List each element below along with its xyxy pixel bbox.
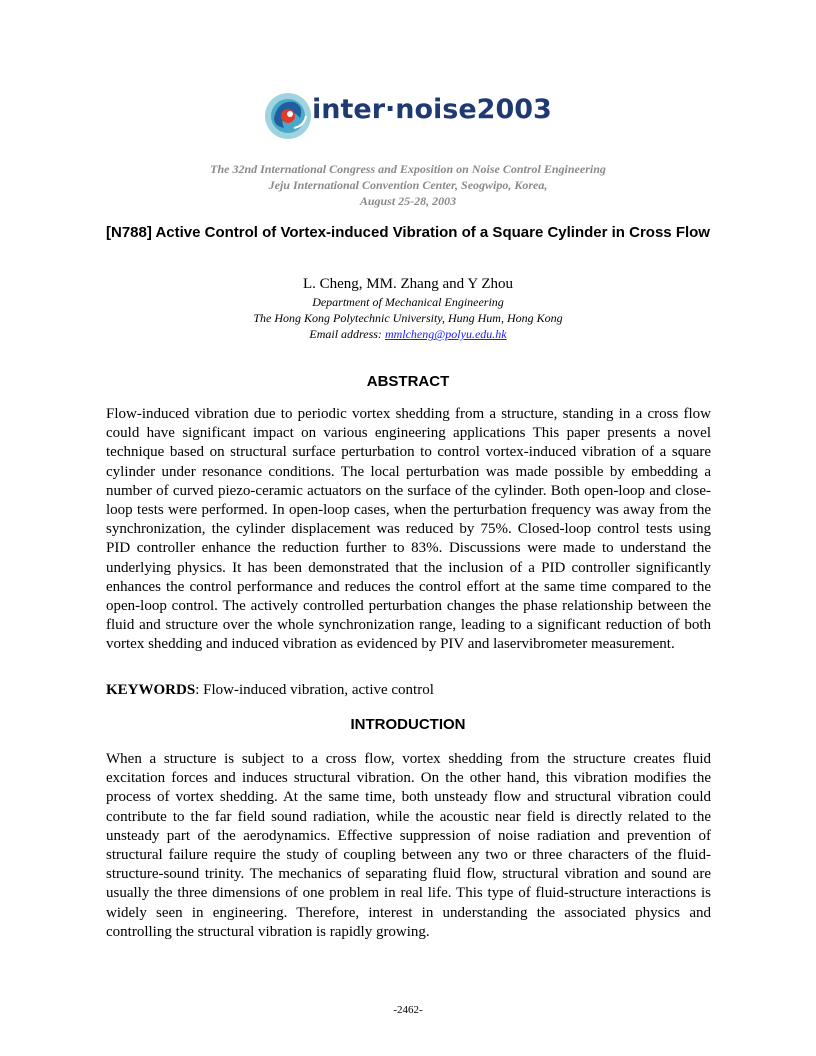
introduction-heading: INTRODUCTION xyxy=(350,716,466,733)
paper-authors: L. Cheng, MM. Zhang and Y Zhou xyxy=(302,276,514,292)
conference-name: The 32nd International Congress and Exposition on Noise Control Engineering xyxy=(210,162,606,176)
keywords xyxy=(106,682,434,699)
paper-title: [N788] Active Control of Vortex-induced Vibration of a Square Cylinder in Cross Flow xyxy=(106,224,710,241)
introduction-text: When a structure is subject to a cross flow, vortex shedding from the structure creates fluid excitation forces and induces structural vibration. On the other hand, this vibration modifies the process of vortex shedding. At the same time, both unsteady flow and structural vibration could contribute to the far field sound radiation, while the acoustic near field is directly related to the unsteady part of the aerodynamics. Effective suppression of noise radiation and prevention of structural failure require the study of coupling between any two or three characters of the fluid-structure-sound trinity. The mechanics of separating fluid flow, structural vibration and sound are usually the three dimensions of one problem in real life. This type of fluid-structure interactions is widely seen in engineering. Therefore, interest in understanding the associated physics and controlling the structural vibration is rapidly growing. xyxy=(106,751,711,940)
abstract-text: Flow-induced vibration due to periodic vortex shedding from a structure, standing in a cross flow could have significant impact on various engineering applications This paper presents a novel technique based on structural surface perturbation to control vortex-induced vibration of a square cylinder under resonance conditions. The local perturbation was made possible by embedding a number of curved piezo-ceramic actuators on the surface of the cylinder. Both open-loop and close-loop tests were performed. In open-loop cases, when the perturbation frequency was away from the synchronization, the cylinder displacement was reduced by 75%. Closed-loop control tests using PID controller enhance the reduction further to 83%. Discussions were made to understand the underlying physics. It has been demonstrated that the inclusion of a PID controller significantly enhances the control performance and reduces the control effort at the same time compared to the open-loop control. The actively controlled perturbation changes the phase relationship between the fluid and structure over the whole synchronization range, leading to a significant reduction of both vortex shedding and induced vibration as evidenced by PIV and laservibrometer measurement. xyxy=(106,406,711,653)
logo-text: inter·noise2003 xyxy=(312,94,552,125)
page-number: -2462- xyxy=(393,1004,423,1016)
conference-dates: August 25-28, 2003 xyxy=(359,194,457,208)
logo-swirl-icon xyxy=(264,88,314,144)
department: Department of Mechanical Engineering xyxy=(312,295,504,309)
university: The Hong Kong Polytechnic University, Hung Hum, Hong Kong xyxy=(253,311,563,325)
email-link[interactable]: mmlcheng@polyu.edu.hk xyxy=(384,327,507,341)
abstract-heading: ABSTRACT xyxy=(366,373,450,390)
conference-logo xyxy=(264,88,564,144)
keywords-label: KEYWORDS xyxy=(106,682,196,698)
email-label: Email address: xyxy=(309,327,385,341)
keywords-text: : Flow-induced vibration, active control xyxy=(195,682,434,698)
conference-venue: Jeju International Convention Center, Seogwipo, Korea, xyxy=(268,178,548,192)
email-line xyxy=(0,326,816,342)
